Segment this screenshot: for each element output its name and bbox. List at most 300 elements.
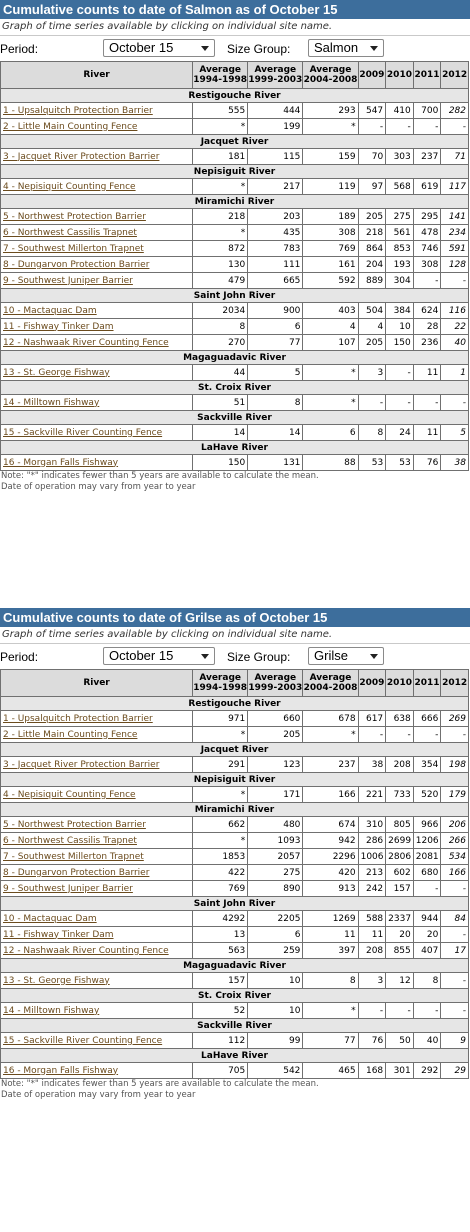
count-cell: 520 [413,787,441,803]
count-cell: 410 [386,103,414,119]
river-group-name: Sackville River [1,411,469,425]
footnote-mean: Note: "*" indicates fewer than 5 years are available to calculate the mean. [1,1079,319,1089]
count-cell: 1 [441,365,469,381]
count-cell: 266 [441,833,469,849]
site-link[interactable]: 15 - Sackville River Counting Fence [3,1035,163,1046]
column-header-avg-1994-1998 [193,670,248,697]
count-cell: 478 [413,225,441,241]
site-name-cell [1,711,193,727]
count-cell: 171 [248,787,303,803]
chevron-down-icon [370,46,378,51]
count-cell: 561 [386,225,414,241]
river-group-row [1,289,469,303]
count-cell: 674 [303,817,358,833]
site-name-cell [1,865,193,881]
count-cell: 275 [248,865,303,881]
river-group-row [1,959,469,973]
site-link[interactable]: 5 - Northwest Protection Barrier [3,819,146,830]
river-group-row [1,1019,469,1033]
count-cell: 769 [303,241,358,257]
table-row [1,943,469,959]
site-link[interactable]: 14 - Milltown Fishway [3,1005,100,1016]
count-cell: 193 [386,257,414,273]
count-cell: 204 [358,257,386,273]
count-cell: 44 [193,365,248,381]
count-cell: * [303,727,358,743]
table-row [1,395,469,411]
river-group-name: Nepisiguit River [1,773,469,787]
site-link[interactable]: 15 - Sackville River Counting Fence [3,427,163,438]
count-cell: 11 [413,425,441,441]
period-select-value: October 15 [109,648,174,663]
count-cell: 269 [441,711,469,727]
count-cell: 2699 [386,833,414,849]
count-cell: 783 [248,241,303,257]
counts-table [0,61,469,471]
site-name-cell [1,817,193,833]
site-link[interactable]: 7 - Southwest Millerton Trapnet [3,851,144,862]
table-row [1,149,469,165]
column-header-2011: 2011 [413,62,441,89]
site-name-cell [1,911,193,927]
count-cell: 805 [386,817,414,833]
section-subtitle: Graph of time series available by clicking on individual site name. [0,627,470,644]
count-cell: 84 [441,911,469,927]
count-cell: 181 [193,149,248,165]
count-cell: 12 [386,973,414,989]
site-link[interactable]: 1 - Upsalquitch Protection Barrier [3,713,153,724]
count-cell: 53 [386,455,414,471]
count-cell: 88 [303,455,358,471]
count-cell: 71 [441,149,469,165]
count-cell: - [358,119,386,135]
table-row [1,225,469,241]
count-cell: 107 [303,335,358,351]
count-cell: 141 [441,209,469,225]
count-cell: * [193,833,248,849]
river-group-row [1,195,469,209]
river-group-row [1,89,469,103]
count-cell: 769 [193,881,248,897]
count-cell: 286 [358,833,386,849]
count-cell: 8 [303,973,358,989]
table-row [1,119,469,135]
river-group-name: St. Croix River [1,989,469,1003]
count-cell: 237 [413,149,441,165]
table-row [1,817,469,833]
river-group-name: Magaguadavic River [1,351,469,365]
count-cell: * [193,225,248,241]
size-group-select[interactable] [308,39,384,57]
count-cell: 942 [303,833,358,849]
river-group-name: Sackville River [1,1019,469,1033]
period-select[interactable] [103,647,215,665]
count-cell: 733 [386,787,414,803]
header-row [1,62,469,89]
count-cell: 20 [386,927,414,943]
site-link[interactable]: 10 - Mactaquac Dam [3,913,97,924]
count-cell: - [386,119,414,135]
count-cell: - [413,273,441,289]
river-group-name: Miramichi River [1,803,469,817]
size-group-select-value: Salmon [314,40,359,55]
count-cell: 205 [248,727,303,743]
column-header-avg-1999-2003 [248,62,303,89]
section-title: Cumulative counts to date of Salmon as of October 15 [0,0,470,19]
section-subtitle: Graph of time series available by clicking on individual site name. [0,19,470,36]
site-name-cell [1,365,193,381]
header-line: Average [254,65,297,75]
count-cell: 308 [303,225,358,241]
count-cell: 28 [413,319,441,335]
count-cell: 310 [358,817,386,833]
count-cell: 890 [248,881,303,897]
site-link[interactable]: 16 - Morgan Falls Fishway [3,1065,119,1076]
period-label: Period: [0,42,39,56]
count-cell: 617 [358,711,386,727]
count-cell: 444 [248,103,303,119]
site-link[interactable]: 11 - Fishway Tinker Dam [3,321,114,332]
river-group-row [1,989,469,1003]
table-row [1,711,469,727]
count-cell: 660 [248,711,303,727]
site-name-cell [1,209,193,225]
site-name-cell [1,1003,193,1019]
count-cell: * [303,119,358,135]
count-cell: 547 [358,103,386,119]
table-row [1,303,469,319]
count-cell: 900 [248,303,303,319]
count-cell: 889 [358,273,386,289]
count-cell: 119 [303,179,358,195]
site-name-cell [1,179,193,195]
count-cell: 259 [248,943,303,959]
count-cell: 1093 [248,833,303,849]
river-group-name: Restigouche River [1,89,469,103]
site-name-cell [1,757,193,773]
count-cell: - [413,881,441,897]
count-cell: 422 [193,865,248,881]
count-cell: 666 [413,711,441,727]
count-cell: 2034 [193,303,248,319]
count-cell: 13 [193,927,248,943]
count-cell: 213 [358,865,386,881]
site-link[interactable]: 1 - Upsalquitch Protection Barrier [3,105,153,116]
header-line: 1994-1998 [193,75,248,85]
count-cell: 77 [303,1033,358,1049]
count-cell: 112 [193,1033,248,1049]
count-cell: 591 [441,241,469,257]
count-cell: - [386,727,414,743]
header-line: Average [309,65,352,75]
count-cell: 354 [413,757,441,773]
count-cell: 117 [441,179,469,195]
count-cell: 189 [303,209,358,225]
site-link[interactable]: 9 - Southwest Juniper Barrier [3,275,133,286]
count-cell: 2337 [386,911,414,927]
site-link[interactable]: 2 - Little Main Counting Fence [3,729,138,740]
site-name-cell [1,303,193,319]
count-cell: 217 [248,179,303,195]
count-cell: * [303,365,358,381]
count-cell: 8 [193,319,248,335]
count-cell: - [413,119,441,135]
section-title: Cumulative counts to date of Grilse as of October 15 [0,608,470,627]
period-select[interactable] [103,39,215,57]
site-name-cell [1,787,193,803]
count-cell: 221 [358,787,386,803]
count-cell: 705 [193,1063,248,1079]
count-cell: 282 [441,103,469,119]
count-cell: - [441,1003,469,1019]
count-cell: 1853 [193,849,248,865]
site-link[interactable]: 14 - Milltown Fishway [3,397,100,408]
river-group-row [1,897,469,911]
river-group-name: St. Croix River [1,381,469,395]
count-cell: 22 [441,319,469,335]
count-cell: 304 [386,273,414,289]
site-link[interactable]: 2 - Little Main Counting Fence [3,121,138,132]
count-cell: 2806 [386,849,414,865]
site-link[interactable]: 3 - Jacquet River Protection Barrier [3,759,160,770]
count-cell: 218 [193,209,248,225]
chevron-down-icon [201,654,209,659]
site-name-cell [1,335,193,351]
count-cell: 77 [248,335,303,351]
site-link[interactable]: 8 - Dungarvon Protection Barrier [3,867,150,878]
river-group-name: Jacquet River [1,135,469,149]
river-group-row [1,411,469,425]
count-cell: 638 [386,711,414,727]
table-row [1,241,469,257]
header-line: Average [199,65,241,75]
header-line: 2004-2008 [303,683,358,693]
site-link[interactable]: 11 - Fishway Tinker Dam [3,929,114,940]
count-cell: - [441,727,469,743]
site-link[interactable]: 9 - Southwest Juniper Barrier [3,883,133,894]
table-row [1,911,469,927]
column-header-2010: 2010 [386,670,414,697]
site-link[interactable]: 6 - Northwest Cassilis Trapnet [3,227,137,238]
count-cell: 38 [441,455,469,471]
count-cell: * [193,179,248,195]
count-cell: 4 [303,319,358,335]
count-cell: 397 [303,943,358,959]
river-group-name: Miramichi River [1,195,469,209]
table-row [1,1003,469,1019]
count-cell: 76 [358,1033,386,1049]
river-group-name: LaHave River [1,441,469,455]
table-row [1,209,469,225]
count-cell: - [441,119,469,135]
river-group-row [1,1049,469,1063]
site-link[interactable]: 7 - Southwest Millerton Trapnet [3,243,144,254]
count-cell: 407 [413,943,441,959]
count-cell: 150 [193,455,248,471]
site-name-cell [1,319,193,335]
river-group-name: Saint John River [1,897,469,911]
count-cell: 131 [248,455,303,471]
count-cell: * [193,727,248,743]
river-group-name: Restigouche River [1,697,469,711]
count-cell: 50 [386,1033,414,1049]
table-row [1,179,469,195]
count-cell: * [303,1003,358,1019]
count-cell: 14 [248,425,303,441]
table-row [1,849,469,865]
site-link[interactable]: 12 - Nashwaak River Counting Fence [3,945,169,956]
site-link[interactable]: 13 - St. George Fishway [3,975,110,986]
count-cell: 303 [386,149,414,165]
count-cell: 3 [358,365,386,381]
count-cell: 2057 [248,849,303,865]
header-line: 2004-2008 [303,75,358,85]
count-cell: 588 [358,911,386,927]
column-header-2011: 2011 [413,670,441,697]
count-cell: 2296 [303,849,358,865]
site-name-cell [1,119,193,135]
river-group-row [1,135,469,149]
count-cell: 208 [358,943,386,959]
count-cell: 20 [413,927,441,943]
table-row [1,865,469,881]
count-cell: * [303,395,358,411]
count-cell: - [441,973,469,989]
count-cell: 308 [413,257,441,273]
count-cell: 480 [248,817,303,833]
site-link[interactable]: 16 - Morgan Falls Fishway [3,457,119,468]
count-cell: 6 [303,425,358,441]
count-cell: 237 [303,757,358,773]
count-cell: 504 [358,303,386,319]
site-name-cell [1,257,193,273]
count-cell: 218 [358,225,386,241]
site-link[interactable]: 12 - Nashwaak River Counting Fence [3,337,169,348]
count-cell: - [358,727,386,743]
site-name-cell [1,395,193,411]
count-cell: 700 [413,103,441,119]
count-cell: 52 [193,1003,248,1019]
count-cell: 40 [413,1033,441,1049]
site-link[interactable]: 8 - Dungarvon Protection Barrier [3,259,150,270]
count-cell: 665 [248,273,303,289]
count-cell: 161 [303,257,358,273]
count-cell: 11 [358,927,386,943]
count-cell: - [441,881,469,897]
site-link[interactable]: 10 - Mactaquac Dam [3,305,97,316]
count-cell: 157 [193,973,248,989]
site-link[interactable]: 4 - Nepisiquit Counting Fence [3,181,136,192]
filter-controls [0,644,470,669]
count-cell: 4 [358,319,386,335]
count-cell: 1269 [303,911,358,927]
count-cell: - [413,1003,441,1019]
count-cell: 435 [248,225,303,241]
count-cell: 198 [441,757,469,773]
chevron-down-icon [201,46,209,51]
site-name-cell [1,833,193,849]
count-cell: 199 [248,119,303,135]
footnote-date: Date of operation may vary from year to year [1,1090,196,1100]
count-cell: 10 [248,1003,303,1019]
header-line: 1994-1998 [193,683,248,693]
count-cell: 592 [303,273,358,289]
table-row [1,881,469,897]
count-cell: 116 [441,303,469,319]
count-cell: 270 [193,335,248,351]
site-link[interactable]: 6 - Northwest Cassilis Trapnet [3,835,137,846]
count-cell: 179 [441,787,469,803]
river-group-row [1,351,469,365]
site-name-cell [1,425,193,441]
count-cell: - [441,395,469,411]
count-cell: 5 [441,425,469,441]
count-cell: 872 [193,241,248,257]
count-cell: - [441,927,469,943]
river-group-name: Nepisiguit River [1,165,469,179]
count-cell: 8 [358,425,386,441]
count-cell: 479 [193,273,248,289]
count-cell: 542 [248,1063,303,1079]
site-link[interactable]: 5 - Northwest Protection Barrier [3,211,146,222]
count-cell: 205 [358,209,386,225]
site-link[interactable]: 3 - Jacquet River Protection Barrier [3,151,160,162]
site-name-cell [1,973,193,989]
footnote-date: Date of operation may vary from year to year [1,482,196,492]
count-cell: 11 [303,927,358,943]
count-cell: 602 [386,865,414,881]
count-cell: 208 [386,757,414,773]
count-cell: 8 [413,973,441,989]
count-cell: 97 [358,179,386,195]
column-header-2012: 2012 [441,62,469,89]
size-group-select[interactable] [308,647,384,665]
site-link[interactable]: 4 - Nepisiquit Counting Fence [3,789,136,800]
count-cell: 864 [358,241,386,257]
river-group-row [1,743,469,757]
count-cell: 465 [303,1063,358,1079]
count-cell: 971 [193,711,248,727]
count-cell: 301 [386,1063,414,1079]
count-cell: - [413,395,441,411]
count-cell: 2205 [248,911,303,927]
site-name-cell [1,727,193,743]
count-cell: 157 [386,881,414,897]
site-name-cell [1,225,193,241]
count-cell: 6 [248,927,303,943]
table-row [1,973,469,989]
count-cell: 293 [303,103,358,119]
site-link[interactable]: 13 - St. George Fishway [3,367,110,378]
site-name-cell [1,455,193,471]
count-cell: - [386,395,414,411]
count-cell: 3 [358,973,386,989]
count-cell: 115 [248,149,303,165]
grilse-section [0,608,470,1101]
table-row [1,1063,469,1079]
count-cell: 168 [358,1063,386,1079]
header-line: Average [309,673,352,683]
header-row [1,670,469,697]
column-header-avg-1999-2003 [248,670,303,697]
count-cell: 205 [358,335,386,351]
site-name-cell [1,881,193,897]
count-cell: 123 [248,757,303,773]
count-cell: 678 [303,711,358,727]
table-row [1,787,469,803]
count-cell: 913 [303,881,358,897]
count-cell: 24 [386,425,414,441]
